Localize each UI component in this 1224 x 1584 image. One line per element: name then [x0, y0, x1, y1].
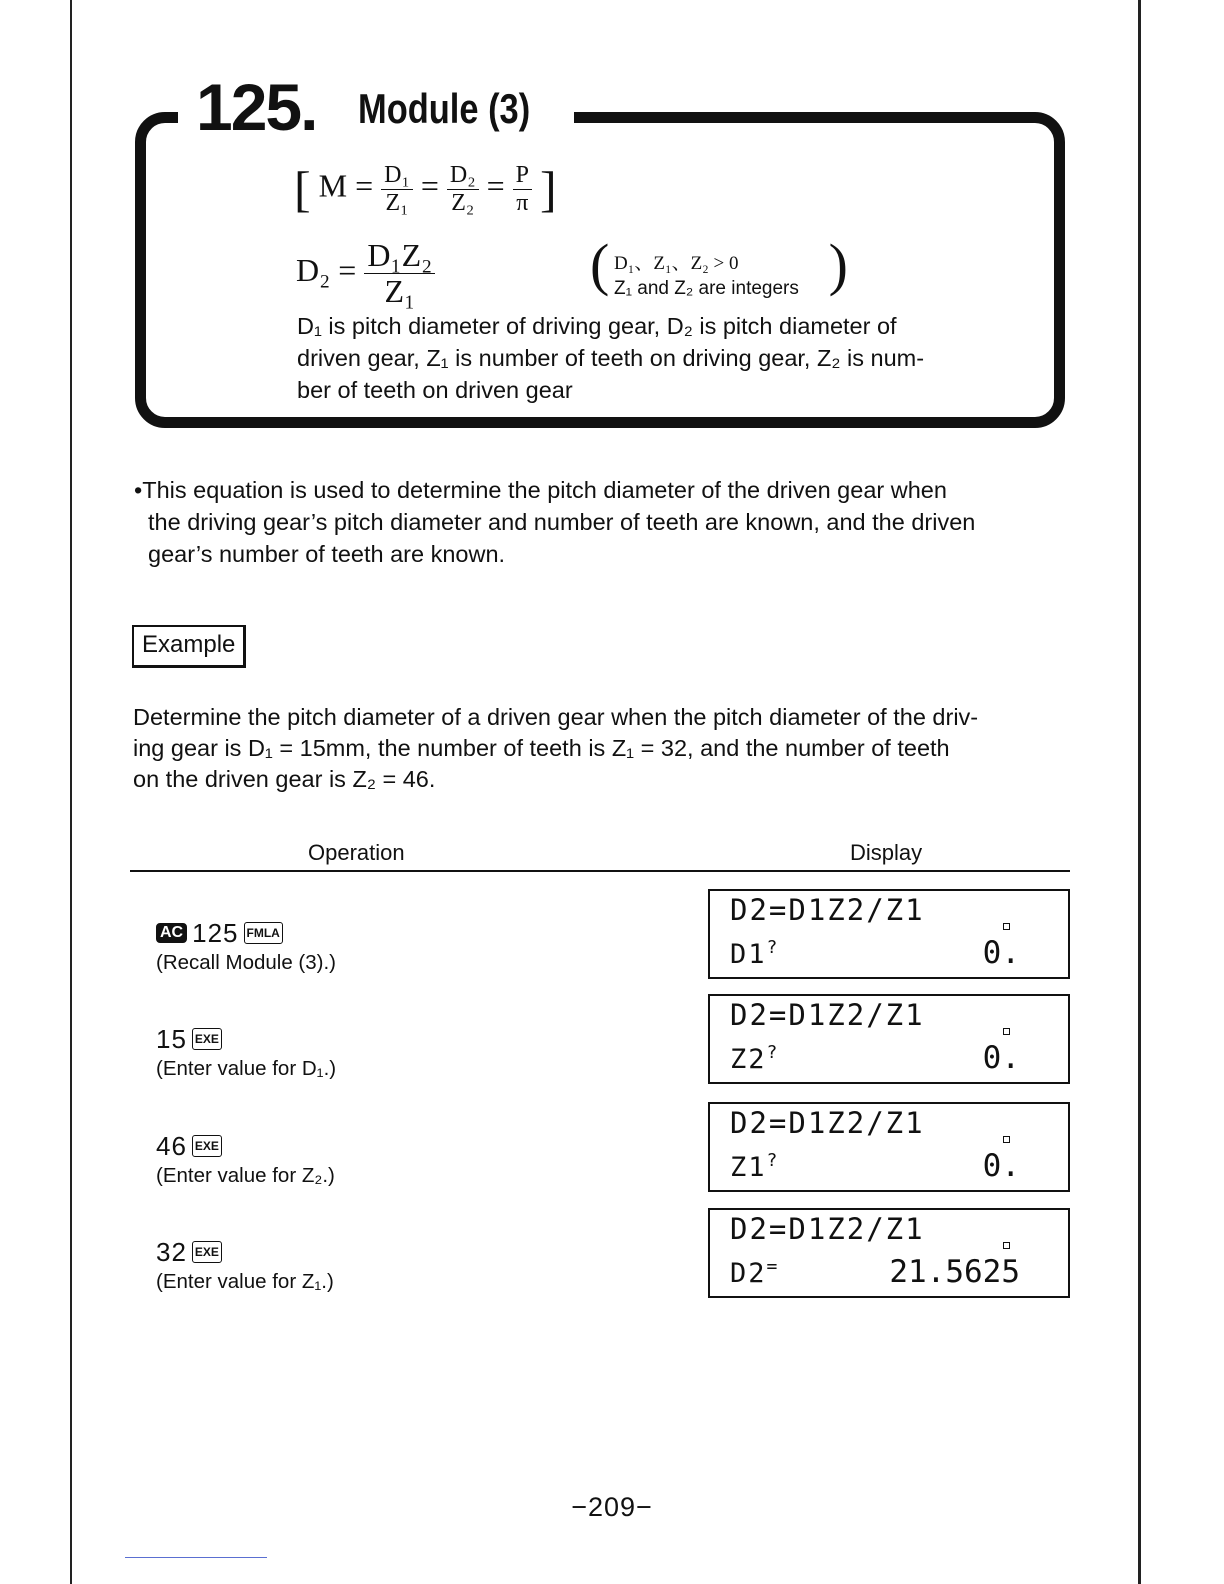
section-title: Module (3) [358, 85, 531, 132]
example-paragraph [133, 702, 1093, 795]
intro-line: the driving gear’s pitch diameter and number of teeth are known, and the driven [148, 509, 976, 535]
formula-conditions: ( D₁、Z₁、Z₂ > 0 Z₁ and Z₂ are integers ) [590, 232, 848, 299]
lcd-display-1 [708, 889, 1070, 979]
fraction-d2-z2: $\frac{\text{D₂}}{\text{Z₂}}$ [447, 162, 479, 216]
step-digits: 32 [156, 1237, 187, 1267]
operation-step-4 [156, 1237, 334, 1295]
d2-formula: D₂ = $\frac{\text{D₁Z₂}}{\text{Z₁}}$ [296, 238, 435, 309]
intro-line: •This equation is used to determine the pitch diameter of the driven gear when [134, 477, 947, 503]
lcd-formula: D2=D1Z2/Z1 [730, 1212, 925, 1246]
operation-step-2 [156, 1024, 336, 1082]
lcd-display-2 [708, 994, 1070, 1084]
step-note: (Enter value for Z₂.) [156, 1164, 335, 1187]
lcd-value: 0. [982, 1040, 1020, 1076]
condition-integers: Z₁ and Z₂ are integers [614, 278, 799, 299]
lcd-prompt: Z1? [730, 1150, 780, 1183]
table-header-rule [130, 870, 1070, 872]
fraction-d1z2-z1: $\frac{\text{D₁Z₂}}{\text{Z₁}}$ [364, 238, 435, 309]
example-line: on the driven gear is Z₂ = 46. [133, 766, 436, 792]
lcd-prompt: D2= [730, 1256, 780, 1289]
lcd-formula: D2=D1Z2/Z1 [730, 1106, 925, 1140]
scan-mark-line [125, 1557, 267, 1558]
formula-m: M [318, 167, 348, 204]
page-number: −209− [571, 1492, 653, 1522]
example-label: Example [132, 625, 246, 668]
section-number: 125. [196, 70, 317, 144]
lcd-prompt: Z2? [730, 1042, 780, 1075]
lcd-value: 21.5625 [889, 1254, 1020, 1290]
step-digits: 125 [192, 918, 239, 948]
exe-key-icon: EXE [192, 1135, 222, 1157]
fraction-p-pi: $\frac{P}{\pi}$ [513, 162, 532, 216]
lcd-indicator-icon [1003, 923, 1010, 930]
step-digits: 46 [156, 1131, 187, 1161]
definition-line: D₁ is pitch diameter of driving gear, D₂ is pitch diameter of [297, 313, 897, 339]
module-formula: [ M = $\frac{\text{D₁}}{\text{Z₁}}$ = $\frac{\text{D₂}}{\text{Z₂}}$ = $\frac{P}{\pi}$ ] [294, 161, 557, 217]
lcd-formula: D2=D1Z2/Z1 [730, 893, 925, 927]
example-line: ing gear is D₁ = 15mm, the number of teeth is Z₁ = 32, and the number of teeth [133, 735, 950, 761]
fraction-d1-z1: $\frac{\text{D₁}}{\text{Z₁}}$ [381, 162, 413, 216]
step-digits: 15 [156, 1024, 187, 1054]
step-note: (Recall Module (3).) [156, 951, 336, 974]
operation-step-1 [156, 918, 336, 976]
definition-line: ber of teeth on driven gear [297, 377, 573, 403]
ac-key-icon: AC [156, 923, 187, 943]
step-note: (Enter value for Z₁.) [156, 1270, 334, 1293]
step-note: (Enter value for D₁.) [156, 1057, 337, 1080]
lcd-indicator-icon [1003, 1136, 1010, 1143]
definition-line: driven gear, Z₁ is number of teeth on driving gear, Z₂ is num- [297, 345, 925, 371]
example-line: Determine the pitch diameter of a driven gear when the pitch diameter of the driv- [133, 704, 979, 730]
page-right-edge [1138, 0, 1141, 1584]
fmla-key-icon: FMLA [244, 922, 283, 944]
page-left-edge [70, 0, 72, 1584]
lcd-value: 0. [982, 1148, 1020, 1184]
lcd-prompt: D1? [730, 937, 780, 970]
lcd-formula: D2=D1Z2/Z1 [730, 998, 925, 1032]
lcd-display-3 [708, 1102, 1070, 1192]
definition-text [297, 310, 1037, 406]
operation-header: Operation [308, 840, 405, 865]
lcd-indicator-icon [1003, 1028, 1010, 1035]
lcd-display-4 [708, 1208, 1070, 1298]
exe-key-icon: EXE [192, 1028, 222, 1050]
lcd-indicator-icon [1003, 1242, 1010, 1249]
operation-step-3 [156, 1131, 335, 1189]
lcd-value: 0. [982, 935, 1020, 971]
intro-paragraph [134, 474, 1094, 570]
condition-positive: D₁、Z₁、Z₂ > 0 [614, 253, 739, 274]
exe-key-icon: EXE [192, 1241, 222, 1263]
display-header: Display [850, 840, 923, 865]
intro-line: gear’s number of teeth are known. [148, 541, 506, 567]
